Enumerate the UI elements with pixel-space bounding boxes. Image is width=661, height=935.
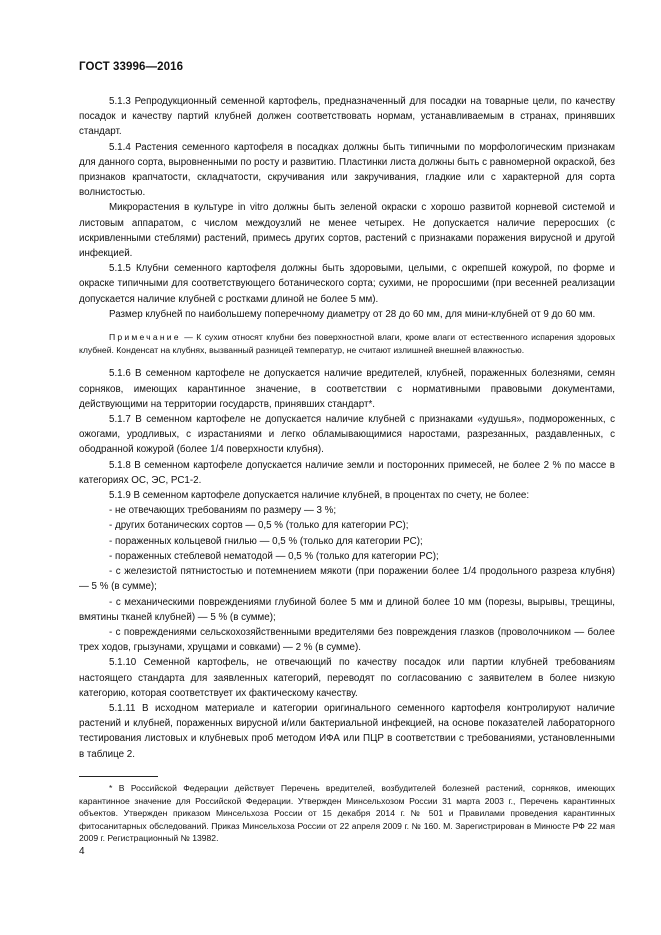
list-item: - с железистой пятнистостью и потемнением мякоти (при поражении более 1/4 продольного разреза клубня) — 5 % (в сумме); [79,566,615,593]
list-item: - других ботанических сортов — 0,5 % (только для категории PC); [109,520,409,532]
list-item: - не отвечающих требованиям по размеру — 3 %; [109,505,337,517]
paragraph-5-1-9: 5.1.9 В семенном картофеле допускается наличие клубней, в процентах по счету, не более: [109,490,530,502]
list-item: - пораженных кольцевой гнилью — 0,5 % (только для категории PC); [109,535,423,547]
document-body [79,94,615,762]
note [79,331,615,357]
list-item: - с повреждениями сельскохозяйственными вредителями без повреждения глазков (проволочником — более трех ходов, грызунами, хрущами и совками) — 2 % (в сумме). [79,626,615,654]
footnote: * В Российской Федерации действует Перечень вредителей, возбудителей болезней растений, сорняков, имеющих карантинное значение для Российской Федерации. Утвержден Минсельхозом России 31 марта 2003 г., Перечень карантинных объектов. Утвержден приказом Минсельхоза России от 15 декабря 2014 г. № 501 и Правилами проведения карантинных фитосанитарных обследований. Приказ Минсельхоза России от 22 апреля 2009 г. № 160. М. Зарегистрирован в Минюсте РФ 22 мая 2009 г. Регистрационный № 13982. [79,783,615,844]
paragraph-5-1-7: 5.1.7 В семенном картофеле не допускается наличие клубней с признаками «удушья», подмороженных, с ожогами, уродливых, с израстаниями и легко обламывающимися наростами, разрезанных, раздавленных, с ободранной кожурой (более 1/4 поверхности клубня). [79,414,615,456]
list-item: - пораженных стеблевой нематодой — 0,5 % (только для категории PC); [109,550,439,562]
paragraph-5-1-10: 5.1.10 Семенной картофель, не отвечающий по качеству посадок или партии клубней требованиям настоящего стандарта для заявленных категорий, переводят по согласованию с заявителем в более низкую категорию, которая соответствует их фактическому качеству. [79,657,615,699]
footnote-divider [79,776,158,777]
page-number: 4 [79,846,85,857]
paragraph-microplants: Микрорастения в культуре in vitro должны быть зеленой окраски с хорошо развитой корневой системой и листовым аппаратом, с числом междоузлий не менее четырех. Не допускается наличие переросших (с искривленными стеблями) растений, примесь других сортов, растений с признаками поражения вирусной и другой инфекцией. [79,202,615,260]
paragraph-5-1-5: 5.1.5 Клубни семенного картофеля должны быть здоровыми, целыми, с окрепшей кожурой, по форме и окраске типичными для соответствующего ботанического сорта; сухими, не проросшими (при весенней реализации допускается наличие клубней с ростками длиной не более 5 мм). [79,263,615,305]
paragraph-tuber-size: Размер клубней по наибольшему поперечному диаметру от 28 до 60 мм, для мини-клубней от 9 до 60 мм. [109,308,596,320]
paragraph-5-1-4: 5.1.4 Растения семенного картофеля в посадках должны быть типичными по морфологическим признакам для данного сорта, выровненными по росту и развитию. Пластинки листа должны быть с равномерной окраской, без признаков крапчатости, складчатости, скручивания или закручивания, гладкие или с характерной для сорта волнистостью. [79,141,615,199]
document-header: ГОСТ 33996—2016 [79,61,184,73]
paragraph-5-1-6: 5.1.6 В семенном картофеле не допускается наличие вредителей, клубней, пораженных болезнями, семян сорняков, имеющих карантинное значение, в соответствии с нормативными правовыми документами, действующими на территории государств, принявших стандарт*. [79,368,615,410]
list-item: - с механическими повреждениями глубиной более 5 мм и длиной более 10 мм (порезы, вырывы, трещины, вмятины тканей клубней) — 5 % (в сумме); [79,596,615,623]
paragraph-5-1-3: 5.1.3 Репродукционный семенной картофель, предназначенный для посадки на товарные цели, по качеству посадок и качеству партий клубней должен соответствовать нормам, устанавливаемым в странах, принявших стандарт. [79,96,615,138]
paragraph-5-1-8: 5.1.8 В семенном картофеле допускается наличие земли и посторонних примесей, не более 2 % по массе в категориях ОС, ЭС, РС1-2. [79,459,615,486]
paragraph-5-1-11: 5.1.11 В исходном материале и категории оригинального семенного картофеля контролируют наличие растений и клубней, пораженных вирусной и/или бактериальной инфекцией, на основе показателей лабораторного тестирования листовых и клубневых проб методом ИФА или ПЦР в соответствии с требованиями, установленными в таблице 2. [79,702,615,760]
note-text: — К сухим относят клубни без поверхностной влаги, кроме влаги от естественного испарения здоровых клубней. Конденсат на клубнях, вызванный разницей температур, не считают излишней внешней влажностью. [79,332,615,356]
note-label: Примечание [109,332,181,343]
